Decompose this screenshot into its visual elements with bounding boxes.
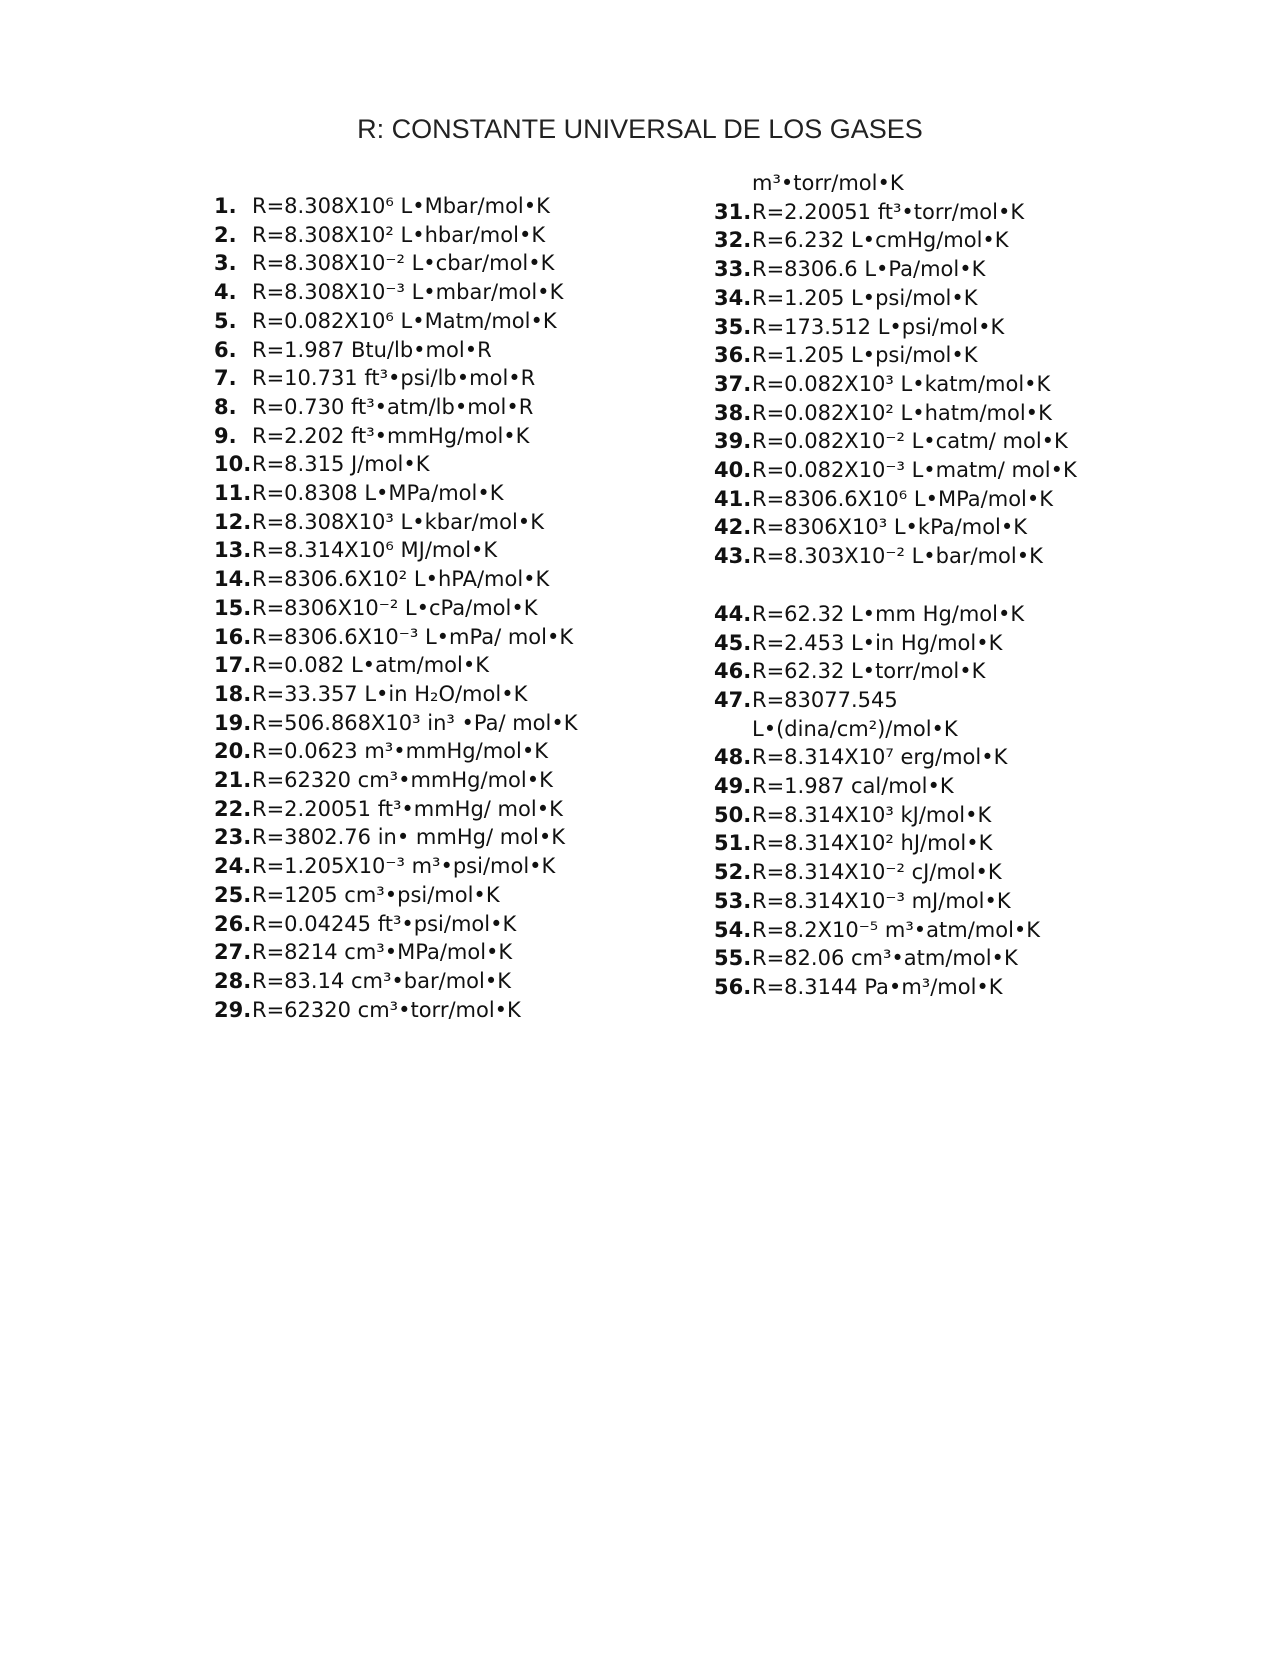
item-value: R=8214 cm³•MPa/mol•K — [252, 940, 513, 965]
list-item — [214, 221, 604, 250]
list-item — [714, 226, 1106, 255]
item-value: R=0.082X10⁶ L•Matm/mol•K — [252, 308, 557, 333]
item-value: R=2.20051 ft³•torr/mol•K — [752, 199, 1025, 224]
item-value: R=8306.6X10² L•hPA/mol•K — [252, 567, 550, 592]
item-value: R=8.303X10⁻² L•bar/mol•K — [752, 544, 1043, 569]
list-item — [214, 795, 604, 824]
item-value: R=8306.6 L•Pa/mol•K — [752, 257, 986, 282]
item-number: 53. — [714, 888, 752, 913]
list-item — [714, 542, 1106, 571]
item-number: 31. — [714, 199, 752, 224]
item-number: 9. — [214, 423, 237, 448]
item-value: R=0.8308 L•MPa/mol•K — [252, 481, 504, 506]
list-item — [714, 973, 1106, 1002]
list-item — [214, 307, 604, 336]
item-value: R=10.731 ft³•psi/lb•mol•R — [252, 366, 536, 391]
item-value: R=1205 cm³•psi/mol•K — [252, 882, 500, 907]
list-item — [714, 772, 1106, 801]
item-value: R=33.357 L•in H₂O/mol•K — [252, 681, 528, 706]
item-value: R=8.308X10⁻³ L•mbar/mol•K — [252, 280, 564, 305]
list-item — [214, 422, 604, 451]
item-number: 21. — [214, 768, 252, 793]
item-value: R=506.868X10³ in³ •Pa/ mol•K — [252, 710, 578, 735]
item-value: R=8.3144 Pa•m³/mol•K — [752, 974, 1003, 999]
item-value: R=8306X10³ L•kPa/mol•K — [752, 515, 1028, 540]
list-item — [214, 249, 604, 278]
item-value: R=0.082X10² L•hatm/mol•K — [752, 400, 1052, 425]
list-item — [214, 651, 604, 680]
list-item — [214, 709, 604, 738]
item-number: 3. — [214, 251, 237, 276]
item-value: R=8.315 J/mol•K — [252, 452, 430, 477]
item-value: R=8.314X10⁻³ mJ/mol•K — [752, 888, 1011, 913]
list-item — [714, 916, 1106, 945]
item-value: R=3802.76 in• mmHg/ mol•K — [252, 825, 565, 850]
item-value: R=8.308X10⁻² L•cbar/mol•K — [252, 251, 555, 276]
item-number: 18. — [214, 681, 252, 706]
item-value: R=1.987 cal/mol•K — [752, 774, 954, 799]
item-number: 24. — [214, 854, 252, 879]
item-value: R=0.082X10⁻³ L•matm/ mol•K — [752, 458, 1077, 483]
item-value: R=8306.6X10⁻³ L•mPa/ mol•K — [252, 624, 574, 649]
list-item — [214, 852, 604, 881]
list-item — [214, 450, 604, 479]
list-item — [214, 996, 604, 1025]
item-number: 26. — [214, 911, 252, 936]
list-item — [214, 192, 604, 221]
item-value: R=8.314X10³ kJ/mol•K — [752, 802, 992, 827]
right-column — [714, 163, 1106, 1002]
list-item — [714, 313, 1106, 342]
item-number: 13. — [214, 538, 252, 563]
list-item — [714, 629, 1106, 658]
item-value: R=8306X10⁻² L•cPa/mol•K — [252, 595, 538, 620]
item-number: 48. — [714, 745, 752, 770]
item-number: 45. — [714, 630, 752, 655]
item-number: 38. — [714, 400, 752, 425]
item-number: 35. — [714, 314, 752, 339]
item-number: 4. — [214, 280, 237, 305]
item-number: 7. — [214, 366, 237, 391]
list-item — [714, 829, 1106, 858]
item-value: R=8.308X10² L•hbar/mol•K — [252, 222, 546, 247]
item-number: 5. — [214, 308, 237, 333]
item-number: 11. — [214, 481, 252, 506]
item-value: m³•torr/mol•K — [752, 171, 904, 195]
item-value: R=0.082X10³ L•katm/mol•K — [752, 371, 1051, 396]
item-value: R=83077.545 L•(dina/cm²)/mol•K — [752, 687, 958, 741]
item-value: R=82.06 cm³•atm/mol•K — [752, 946, 1018, 971]
item-value: R=8.2X10⁻⁵ m³•atm/mol•K — [752, 917, 1041, 942]
list-item — [714, 944, 1106, 973]
list-item — [214, 967, 604, 996]
item-number: 14. — [214, 567, 252, 592]
item-number: 34. — [714, 285, 752, 310]
list-item — [214, 393, 604, 422]
item-number: 32. — [714, 228, 752, 253]
item-value: R=6.232 L•cmHg/mol•K — [752, 228, 1009, 253]
item-value: R=8.308X10⁶ L•Mbar/mol•K — [252, 194, 550, 218]
list-item — [714, 485, 1106, 514]
list-item — [714, 198, 1106, 227]
item-number: 40. — [714, 458, 752, 483]
item-number: 56. — [714, 974, 752, 999]
list-item — [214, 565, 604, 594]
item-number: 36. — [714, 343, 752, 368]
item-number: 28. — [214, 968, 252, 993]
item-number: 25. — [214, 882, 252, 907]
item-value: R=83.14 cm³•bar/mol•K — [252, 968, 511, 993]
item-value: R=0.730 ft³•atm/lb•mol•R — [252, 394, 534, 419]
item-value: R=0.082 L•atm/mol•K — [252, 653, 489, 678]
list-item — [214, 766, 604, 795]
list-item — [214, 881, 604, 910]
list-item — [714, 513, 1106, 542]
item-value: R=173.512 L•psi/mol•K — [752, 314, 1005, 339]
item-number: 43. — [714, 544, 752, 569]
list-item — [714, 341, 1106, 370]
list-item — [714, 427, 1106, 456]
list-item — [714, 743, 1106, 772]
left-column — [214, 192, 604, 1024]
item-number: 23. — [214, 825, 252, 850]
page-title: R: CONSTANTE UNIVERSAL DE LOS GASES — [357, 114, 923, 144]
item-value: R=8.308X10³ L•kbar/mol•K — [252, 509, 544, 534]
item-number: 37. — [714, 371, 752, 396]
item-number: 2. — [214, 222, 237, 247]
list-item — [714, 399, 1106, 428]
item-value: R=62320 cm³•mmHg/mol•K — [252, 768, 553, 793]
item-number: 16. — [214, 624, 252, 649]
list-item — [714, 657, 1106, 686]
item-number: 17. — [214, 653, 252, 678]
item-number: 1. — [214, 194, 237, 218]
item-value: R=1.205X10⁻³ m³•psi/mol•K — [252, 854, 556, 879]
list-item — [214, 910, 604, 939]
list-item — [214, 680, 604, 709]
list-item — [214, 594, 604, 623]
item-number: 46. — [714, 659, 752, 684]
list-item — [214, 336, 604, 365]
list-item — [714, 255, 1106, 284]
list-item — [714, 686, 1106, 743]
item-number: 55. — [714, 946, 752, 971]
item-number: 29. — [214, 997, 252, 1022]
item-number: 42. — [714, 515, 752, 540]
list-item — [714, 284, 1106, 313]
list-item — [214, 536, 604, 565]
item-number: 22. — [214, 796, 252, 821]
item-value: R=2.202 ft³•mmHg/mol•K — [252, 423, 530, 448]
item-value: R=62.32 L•torr/mol•K — [752, 659, 986, 684]
list-item — [714, 801, 1106, 830]
item-number: 50. — [714, 802, 752, 827]
item-value: R=8.314X10² hJ/mol•K — [752, 831, 993, 856]
item-value: R=0.082X10⁻² L•catm/ mol•K — [752, 429, 1068, 454]
item-value: R=8.314X10⁷ erg/mol•K — [752, 745, 1008, 770]
item-value: R=1.205 L•psi/mol•K — [752, 343, 978, 368]
item-value: R=0.0623 m³•mmHg/mol•K — [252, 739, 549, 764]
list-item — [214, 278, 604, 307]
item-number: 33. — [714, 257, 752, 282]
list-item — [714, 887, 1106, 916]
list-item — [214, 823, 604, 852]
list-item — [214, 737, 604, 766]
list-item — [214, 938, 604, 967]
list-item — [714, 600, 1106, 629]
list-item — [214, 508, 604, 537]
item-value: R=8.314X10⁶ MJ/mol•K — [252, 538, 498, 563]
item-number: 51. — [714, 831, 752, 856]
item-number: 15. — [214, 595, 252, 620]
item-number: 52. — [714, 860, 752, 885]
item-number: 6. — [214, 337, 237, 362]
item-value: R=2.20051 ft³•mmHg/ mol•K — [252, 796, 563, 821]
list-item — [714, 858, 1106, 887]
item-number: 19. — [214, 710, 252, 735]
item-number: 8. — [214, 394, 237, 419]
blank-line — [714, 571, 1106, 600]
item-number: 12. — [214, 509, 252, 534]
item-value: R=62320 cm³•torr/mol•K — [252, 997, 521, 1022]
item-number: 54. — [714, 917, 752, 942]
item-number: 44. — [714, 601, 752, 626]
list-item — [214, 479, 604, 508]
item-value: R=8.314X10⁻² cJ/mol•K — [752, 860, 1002, 885]
item-value: R=2.453 L•in Hg/mol•K — [752, 630, 1003, 655]
item-value: R=1.205 L•psi/mol•K — [752, 285, 978, 310]
item-number: 41. — [714, 486, 752, 511]
item-number: 27. — [214, 940, 252, 965]
list-item — [714, 370, 1106, 399]
list-item — [214, 364, 604, 393]
item-value: R=1.987 Btu/lb•mol•R — [252, 337, 492, 362]
item-value: R=0.04245 ft³•psi/mol•K — [252, 911, 517, 936]
item-value: R=62.32 L•mm Hg/mol•K — [752, 601, 1025, 626]
item-number: 39. — [714, 429, 752, 454]
list-item — [714, 456, 1106, 485]
item-number: 10. — [214, 452, 252, 477]
item-number: 20. — [214, 739, 252, 764]
item-number: 47. — [714, 687, 752, 712]
item-value: R=8306.6X10⁶ L•MPa/mol•K — [752, 486, 1054, 511]
list-item — [214, 623, 604, 652]
item-number: 49. — [714, 774, 752, 799]
list-item-continuation — [714, 169, 1106, 198]
